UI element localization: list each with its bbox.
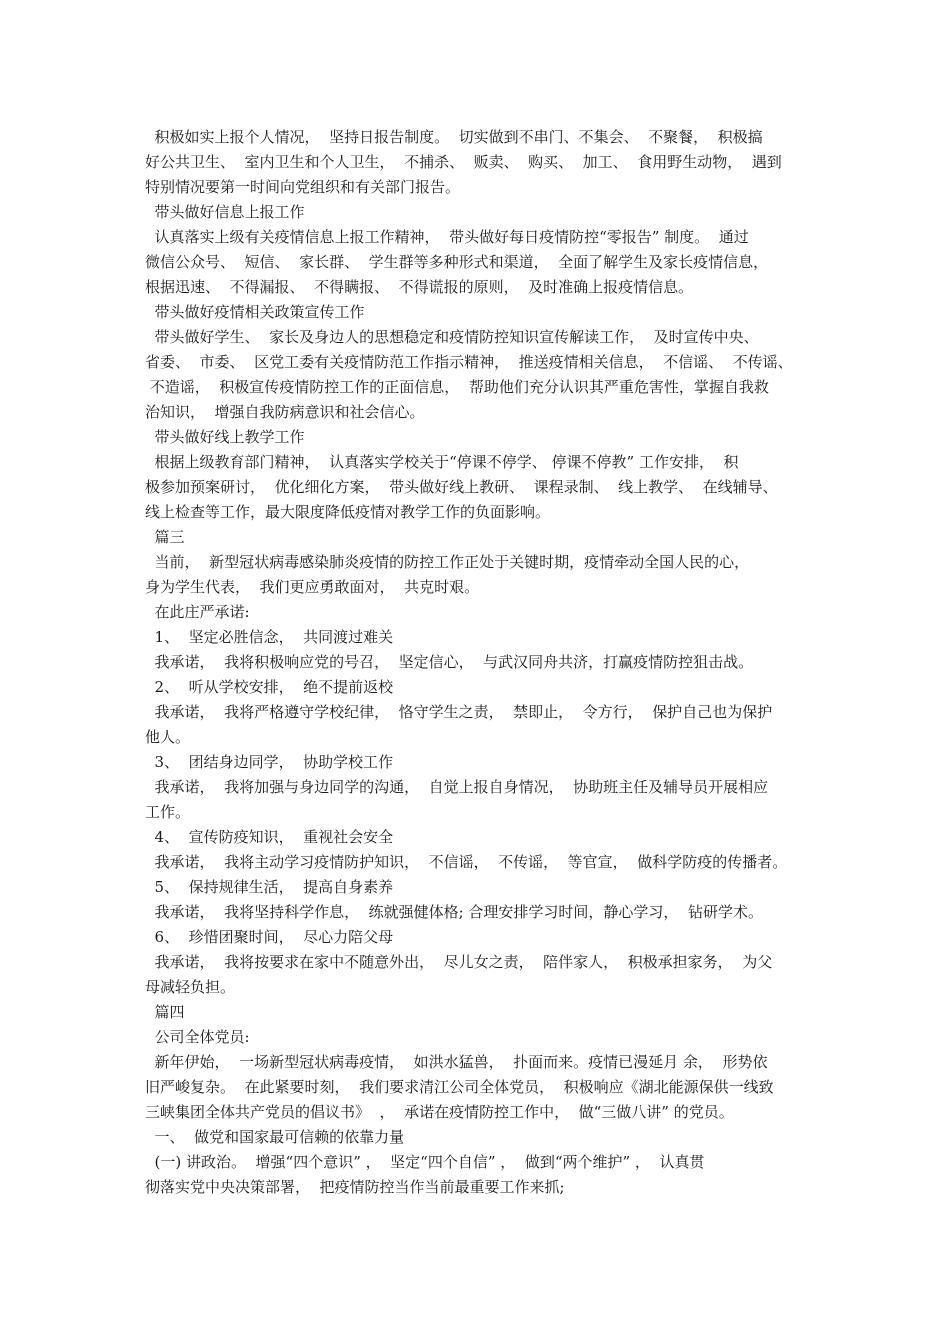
text-line: 微信公众号、 短信、 家长群、 学生群等多种形式和渠道， 全面了解学生及家长疫情信息， [145, 253, 769, 271]
text-line: 他人。 [145, 728, 191, 746]
text-line: 我承诺， 我将主动学习疫情防护知识， 不信谣， 不传谣， 等官宣， 做科学防疫的传播者。 [145, 853, 788, 871]
part-heading: 篇四 [145, 1003, 185, 1021]
text-line: 公司全体党员: [145, 1028, 250, 1046]
text-line: 线上检查等工作，最大限度降低疫情对教学工作的负面影响。 [145, 503, 551, 521]
text-line: 我承诺， 我将坚持科学作息， 练就强健体格; 合理安排学习时间，静心学习， 钻研学术。 [145, 903, 763, 921]
text-line: 治知识， 增强自我防病意识和社会信心。 [145, 403, 425, 421]
pledge-heading: 5、 保持规律生活， 提高自身素养 [145, 878, 394, 896]
text-line: 好公共卫生、 室内卫生和个人卫生， 不捕杀、 贩卖、 购买、 加工、 食用野生动物， 遇到 [145, 153, 782, 171]
part-heading: 篇三 [145, 528, 185, 546]
section-heading: 带头做好线上教学工作 [145, 428, 305, 446]
pledge-heading: 4、 宣传防疫知识， 重视社会安全 [145, 828, 394, 846]
text-line: 不造谣， 积极宣传疫情防控工作的正面信息， 帮助他们充分认识其严重危害性，掌握自我救 [145, 378, 769, 396]
pledge-heading: 3、 团结身边同学， 协助学校工作 [145, 753, 394, 771]
text-line: 我承诺， 我将加强与身边同学的沟通， 自觉上报自身情况， 协助班主任及辅导员开展相应 [145, 778, 769, 796]
text-line: 在此庄严承诺: [145, 603, 250, 621]
document-body [145, 125, 825, 1200]
text-line: 极参加预案研讨， 优化细化方案， 带头做好线上教研、 课程录制、 线上教学、 在线辅导、 [145, 478, 778, 496]
text-line: 三峡集团全体共产党员的倡议书》 ， 承诺在疫情防控工作中， 做“三做八讲” 的党员。 [145, 1103, 734, 1121]
section-heading: 带头做好疫情相关政策宣传工作 [145, 303, 365, 321]
pledge-heading: 1、 坚定必胜信念， 共同渡过难关 [145, 628, 394, 646]
text-line: (一) 讲政治。 增强“四个意识” ， 坚定“四个自信” ， 做到“两个维护” ， 认真贯 [145, 1153, 705, 1171]
text-line: 根据迅速、 不得漏报、 不得瞒报、 不得谎报的原则， 及时准确上报疫情信息。 [145, 278, 694, 296]
section-heading: 带头做好信息上报工作 [145, 203, 305, 221]
pledge-heading: 2、 听从学校安排， 绝不提前返校 [145, 678, 394, 696]
text-line: 当前， 新型冠状病毒感染肺炎疫情的防控工作正处于关键时期，疫情牵动全国人民的心， [145, 553, 750, 571]
text-line: 新年伊始， 一场新型冠状病毒疫情， 如洪水猛兽， 扑面而来。疫情已漫延月 余， 形势依 [145, 1053, 768, 1071]
text-line: 彻落实党中央决策部署， 把疫情防控当作当前最重要工作来抓; [145, 1178, 565, 1196]
text-line: 根据上级教育部门精神， 认真落实学校关于“停课不停学、 停课不停教” 工作安排， 积 [145, 453, 739, 471]
pledge-heading: 6、 珍惜团聚时间， 尽心力陪父母 [145, 928, 394, 946]
text-line: 我承诺， 我将积极响应党的号召， 坚定信心， 与武汉同舟共济，打赢疫情防控狙击战。 [145, 653, 754, 671]
text-line: 工作。 [145, 803, 191, 821]
text-line: 身为学生代表， 我们更应勇敢面对， 共克时艰。 [145, 578, 480, 596]
text-line: 我承诺， 我将严格遵守学校纪律， 恪守学生之责， 禁即止， 令方行， 保护自己也为保护 [145, 703, 773, 721]
text-line: 特别情况要第一时间向党组织和有关部门报告。 [145, 178, 461, 196]
text-line: 旧严峻复杂。 在此紧要时刻， 我们要求清江公司全体党员， 积极响应《湖北能源保供一线致 [145, 1078, 774, 1096]
section-heading: 一、 做党和国家最可信赖的依靠力量 [145, 1128, 405, 1146]
text-line: 积极如实上报个人情况， 坚持日报告制度。 切实做到不串门、不集会、 不聚餐， 积极搞 [145, 128, 763, 146]
text-line: 母减轻负担。 [145, 978, 236, 996]
text-line: 认真落实上级有关疫情信息上报工作精神， 带头做好每日疫情防控“零报告” 制度。 通过 [145, 228, 749, 246]
text-line: 省委、 市委、 区党工委有关疫情防范工作指示精神， 推送疫情相关信息， 不信谣、 不传谣、 [145, 353, 793, 371]
text-line: 带头做好学生、 家长及身边人的思想稳定和疫情防控知识宣传解读工作， 及时宣传中央、 [145, 328, 759, 346]
text-line: 我承诺， 我将按要求在家中不随意外出， 尽儿女之责， 陪伴家人， 积极承担家务， 为父 [145, 953, 773, 971]
